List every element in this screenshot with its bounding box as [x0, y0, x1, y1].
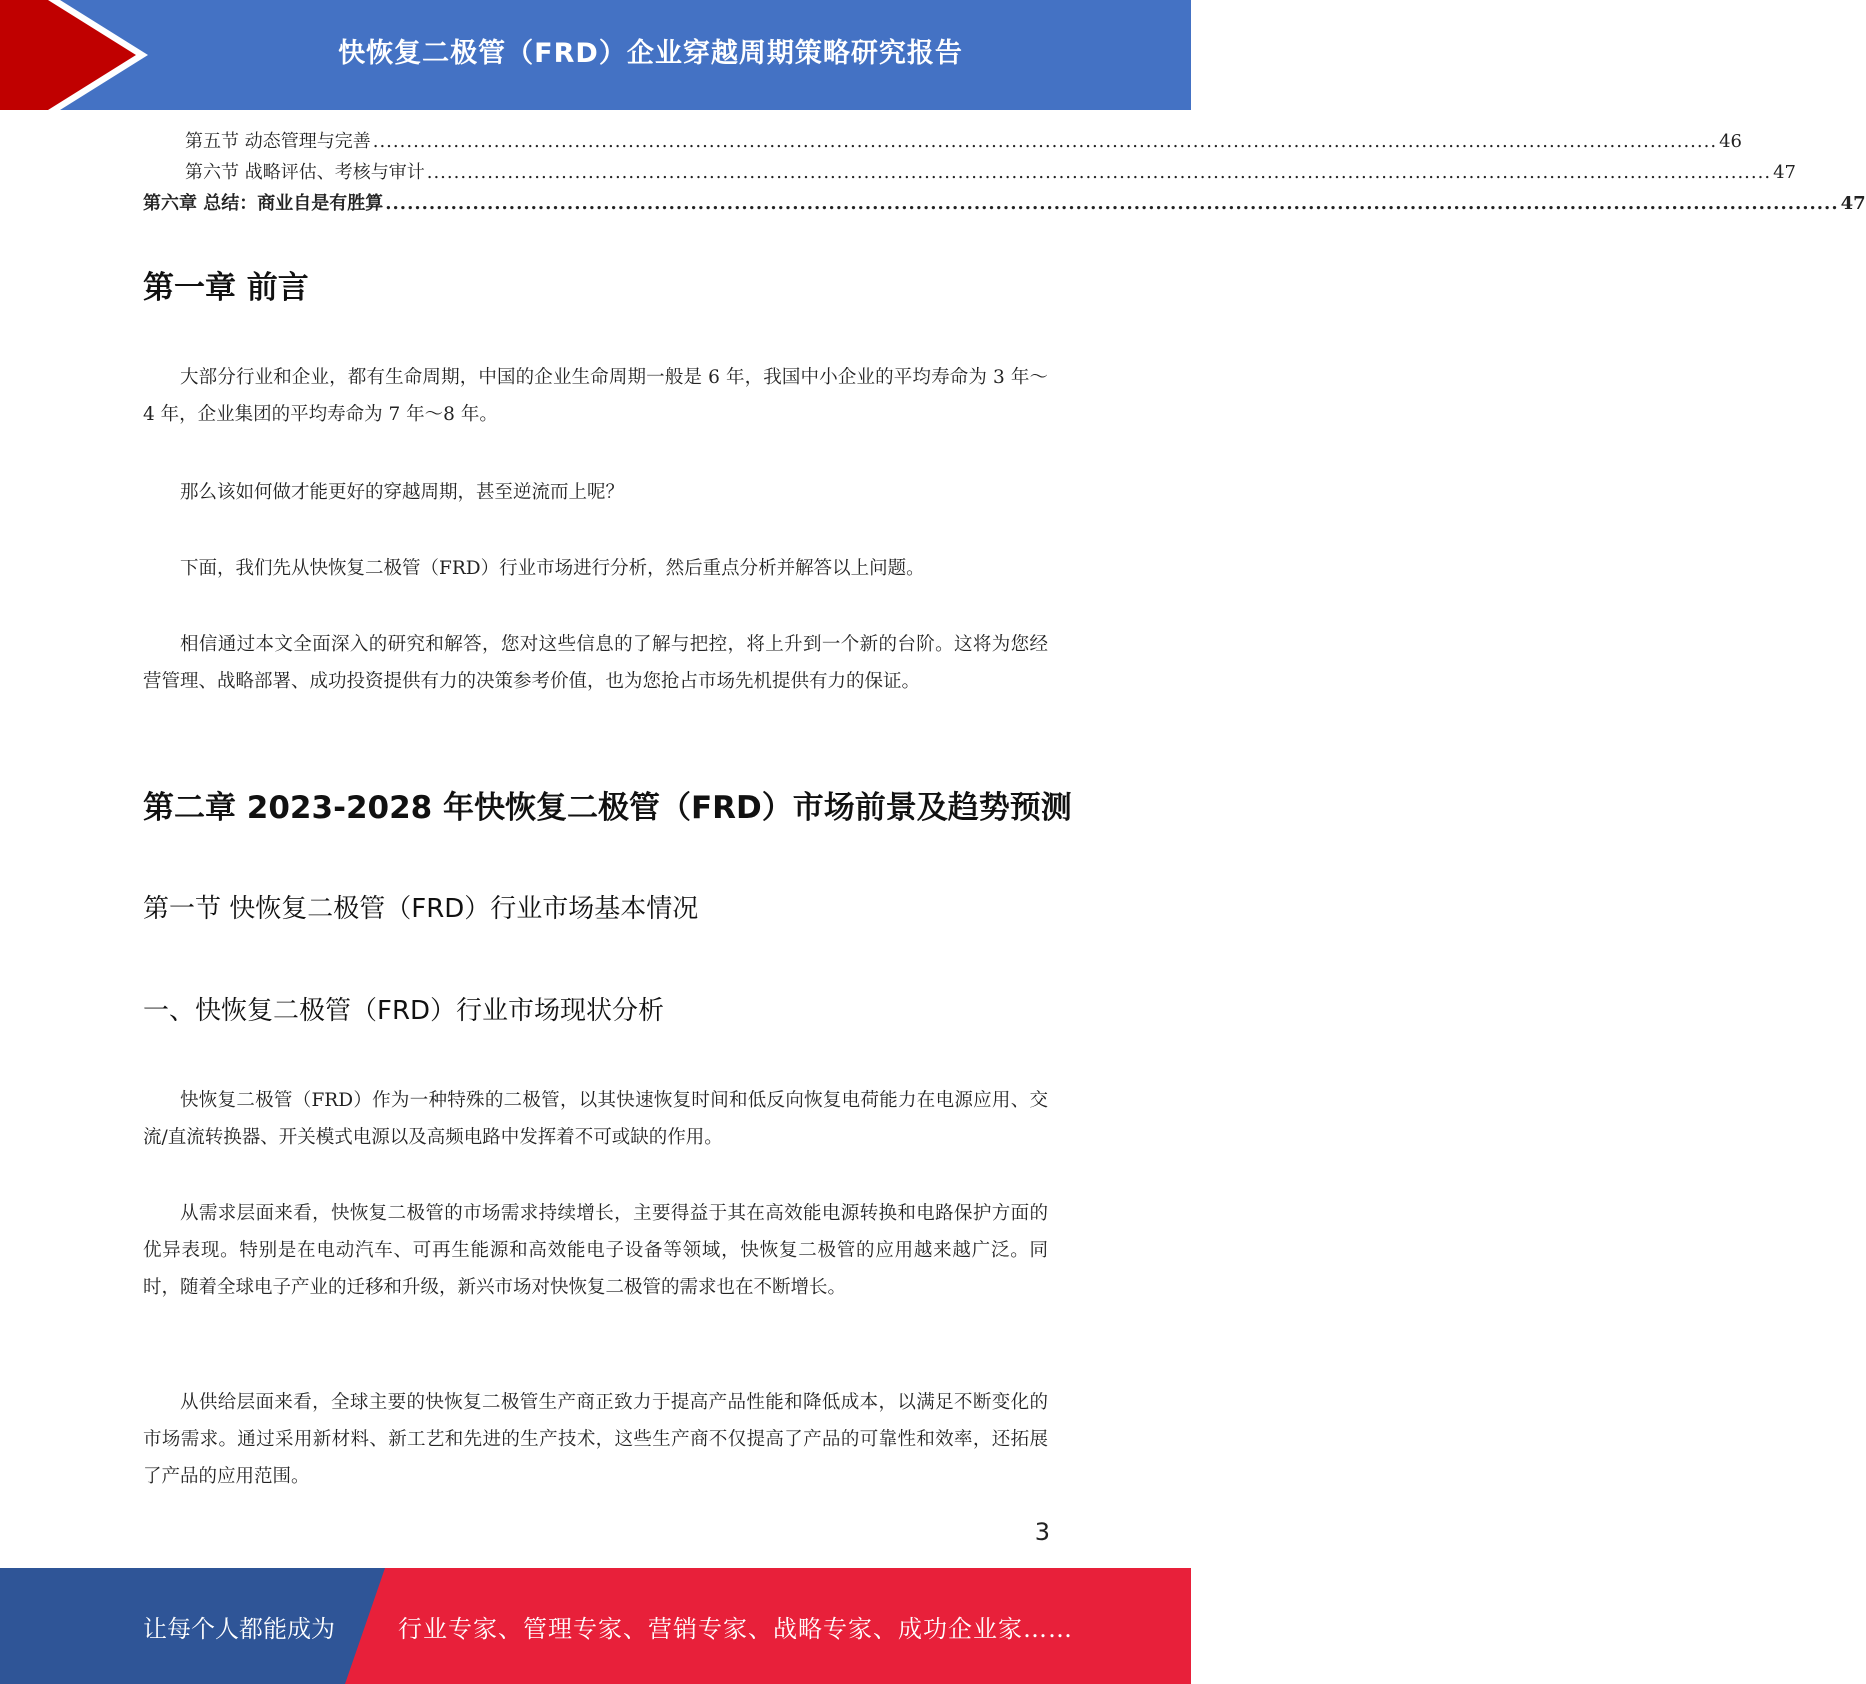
toc-entry-page: 47	[1840, 193, 1866, 214]
footer-bar	[0, 1568, 1191, 1684]
chapter-heading: 第一章 前言	[143, 270, 309, 306]
chapter-heading: 第二章 2023-2028 年快恢复二极管（FRD）市场前景及趋势预测	[143, 790, 1072, 826]
section-heading: 第一节 快恢复二极管（FRD）行业市场基本情况	[143, 894, 699, 924]
toc-entry-title: 第六章 总结：商业自是有胜算	[143, 193, 384, 214]
paragraph: 快恢复二极管（FRD）作为一种特殊的二极管，以其快速恢复时间和低反向恢复电荷能力在电源应用、交流/直流转换器、开关模式电源以及高频电路中发挥着不可或缺的作用。	[143, 1090, 1048, 1148]
header-bar	[0, 0, 1191, 110]
toc-entry[interactable]	[143, 127, 1742, 158]
page-number: 3	[1034, 1518, 1050, 1546]
header-chevron-icon	[0, 0, 200, 110]
paragraph: 从需求层面来看，快恢复二极管的市场需求持续增长，主要得益于其在高效能电源转换和电路保护方面的优异表现。特别是在电动汽车、可再生能源和高效能电子设备等领域，快恢复二极管的应用越来越广泛。同时，随着全球电子产业的迁移和升级，新兴市场对快恢复二极管的需求也在不断增长。	[143, 1203, 1048, 1298]
subsection-heading: 一、快恢复二极管（FRD）行业市场现状分析	[143, 996, 665, 1026]
footer-slogan-left: 让每个人都能成为	[143, 1614, 335, 1643]
toc-leader-dots: ........................................................................................................................................................................................................	[426, 162, 1772, 183]
toc-entry-title: 第六节 战略评估、考核与审计	[185, 162, 425, 183]
paragraph: 相信通过本文全面深入的研究和解答，您对这些信息的了解与把控，将上升到一个新的台阶。这将为您经营管理、战略部署、成功投资提供有力的决策参考价值，也为您抢占市场先机提供有力的保证。	[143, 634, 1048, 692]
paragraph: 下面，我们先从快恢复二极管（FRD）行业市场进行分析，然后重点分析并解答以上问题。	[180, 558, 925, 579]
toc-entry[interactable]	[143, 158, 1796, 189]
paragraph: 大部分行业和企业，都有生命周期，中国的企业生命周期一般是 6 年，我国中小企业的平均寿命为 3 年～4 年，企业集团的平均寿命为 7 年～8 年。	[143, 367, 1048, 425]
paragraph: 从供给层面来看，全球主要的快恢复二极管生产商正致力于提高产品性能和降低成本，以满足不断变化的市场需求。通过采用新材料、新工艺和先进的生产技术，这些生产商不仅提高了产品的可靠性和效率，还拓展了产品的应用范围。	[143, 1392, 1048, 1487]
toc-leader-dots: ........................................................................................................................................................................................................	[372, 131, 1718, 152]
toc-leader-dots: ........................................................................................................................................................................................................	[385, 193, 1839, 214]
toc-entry-title: 第五节 动态管理与完善	[185, 131, 371, 152]
paragraph: 那么该如何做才能更好的穿越周期，甚至逆流而上呢？	[180, 482, 625, 503]
report-title: 快恢复二极管（FRD）企业穿越周期策略研究报告	[338, 37, 963, 69]
table-of-contents	[143, 127, 1866, 220]
toc-entry-page: 47	[1773, 162, 1796, 183]
toc-entry[interactable]	[143, 189, 1866, 220]
toc-entry-page: 46	[1719, 131, 1742, 152]
footer-slogan-right: 行业专家、管理专家、营销专家、战略专家、成功企业家……	[398, 1614, 1073, 1643]
